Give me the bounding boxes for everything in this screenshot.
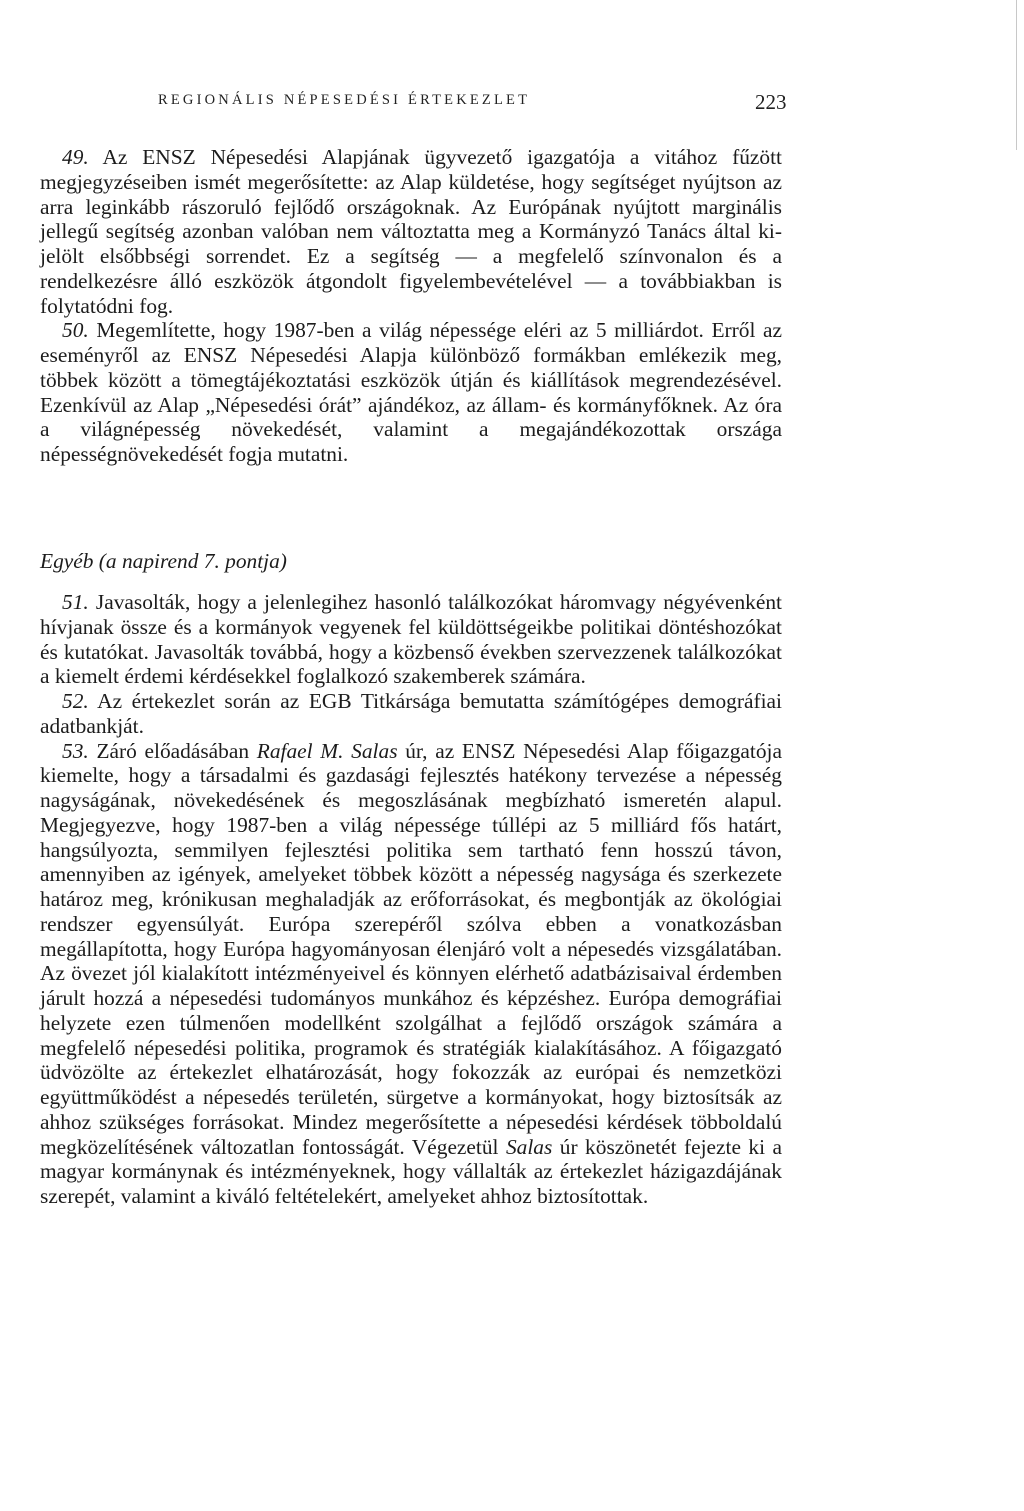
page-edge-line [1016,0,1017,150]
paragraph-52 [40,689,782,739]
paragraph-text: Megemlítette, hogy 1987-ben a világ népessége eléri az 5 milliárdot. Erről az eseményről az ENSZ Népesedési Alapja különböző formákban emlékezik meg, többek között a tömegtájékoztatási eszközök útján és kiállítások megrendezésével. Ezenkívül az Alap „Népesedési órát” ajándékoz, az állam- és kormányfőknek. Az óra a világnépesség növekedését, valamint a megajándékozottak országa népességnövekedését fogja mutatni. [40,318,782,466]
paragraph-53 [40,739,782,1209]
paragraph-text: Az értekezlet során az EGB Titkársága bemutatta számítógépes demográfiai adatbankját. [40,689,782,738]
section-heading: Egyéb (a napirend 7. pontja) [40,549,287,573]
paragraph-closing: úr köszönetét fejezte ki a magyar kormánynak és intézményeknek, hogy vállalták az értekezlet házigazdájának szerepét, valamint a kiváló feltételekért, amelyeket ahhoz biztosítottak. [40,1134,782,1208]
body-text-lower [40,590,782,1209]
paragraph-text: Javasolták, hogy a jelenlegihez hasonló találkozókat háromvagy négyévenként hívjanak össze és a kormányok vegyenek fel küldöttségeikbe politikai döntéshozókat és kutatókat. Javasolták továbbá, hogy a közbenső években szervezzenek találkozókat a kiemelt érdemi kérdésekkel foglalkozó szakemberek számára. [40,590,782,689]
paragraph-number: 51. [62,590,89,614]
paragraph-number: 50. [62,318,89,343]
paragraph-51 [40,590,782,689]
speaker-name: Rafael M. Salas [256,738,398,763]
paragraph-text: úr, az ENSZ Népesedési Alap főigazgatója kiemelte, hogy a társadalmi és gazdasági fejlesztés hatékony tervezése a népesség nagyságának, növekedésének és megoszlásának megbízható ismeretén alapul. Megjegyezve, hogy 1987-ben a világ népessége túllépi az 5 milliárd fős határt, hangsúlyozta, semmilyen fejlesztési politika sem tartható fenn hosszú távon, amennyiben az igények, amelyeket többek között a népesség nagysága és szerkezete határoz meg, krónikusan meghaladják az erőforrásokat, és megbontják az ökológiai rendszer egyensúlyát. Európa szerepéről szólva ebben a vonatkozásban megállapította, hogy Európa hagyományosan élenjáró volt a népesedés vizsgálatában. Az övezet jól kialakított intézményeivel és könnyen elérhető adatbázisaival érdemben járult hozzá a népesedési tudományos munkához és képzéshez. Európa demográfiai helyzete ezen túlmenően modellként szolgálhat a fejlődő országok számára a megfelelő népesedési politika, programok és stratégiák kialakításához. A főigazgató üdvözölte az értekezlet elhatározását, hogy fokozzák az európai és nemzetközi együttműködést a népesedés területén, sürgetve a kormányokat, hogy biztosítsák az ahhoz szükséges forrásokat. Mindez megerősítette a népesedési kérdések többoldalú megközelítésének változatlan fontosságát. Végezetül [40,738,782,1159]
paragraph-intro: Záró előadásában [96,738,250,763]
paragraph-number: 53. [62,738,89,763]
paragraph-text: Az ENSZ Népesedési Alapjának ügyvezető igazgatója a vitához fűzött megjegyzéseiben ismét megerősítette: az Alap küldetése, hogy segítséget nyújtson az arra leginkább rászoruló fejlődő országoknak. Az Európának nyújtott marginális jellegű segítség azonban valóban nem változtatta meg a Kormányzó Tanács által kijelölt elsőbbségi sorrendet. Ez a segítség — a megfelelő színvonalon és a rendelkezésre álló eszközök átgondolt figyelembevételével — a továbbiakban is folytatódni fog. [40,145,782,318]
body-text-upper [40,145,782,467]
speaker-name-short: Salas [505,1134,553,1159]
paragraph-49 [40,145,782,318]
paragraph-number: 52. [62,689,89,713]
paragraph-50 [40,318,782,467]
running-header: REGIONÁLIS NÉPESEDÉSI ÉRTEKEZLET [158,92,531,108]
paragraph-number: 49. [62,145,89,169]
page-number: 223 [755,90,787,114]
